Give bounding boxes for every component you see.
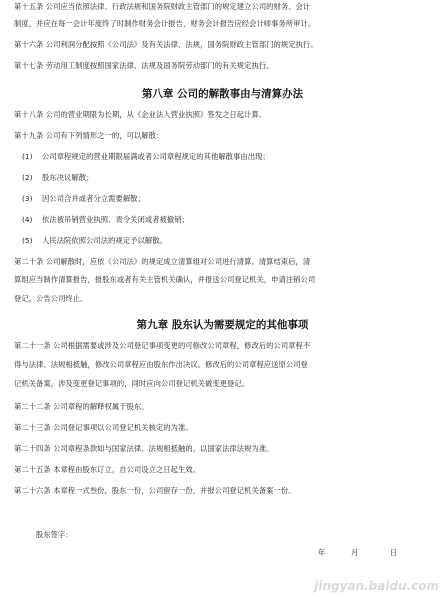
date-day: 日 <box>390 548 398 557</box>
article-23: 第二十三条 公司登记事项以公司登记机关核定的为准。 <box>14 423 193 432</box>
article-22: 第二十二条 公司章程的解释权属于股东。 <box>14 402 149 411</box>
article-26: 第二十六条 本章程一式叁份，股东一份，公司留存一份，并报公司登记机关备案一份。 <box>14 486 296 495</box>
list-item-number: (3) <box>22 194 33 203</box>
list-item-text: 股东决议解散； <box>42 173 94 182</box>
watermark: jingyan.baidu.com <box>314 579 439 593</box>
article-17: 第十七条 劳动用工制度按照国家法律、法规及国务院劳动部门的有关规定执行。 <box>14 61 274 70</box>
article-19: 第十九条 公司有下列情形之一的，可以解散： <box>14 131 164 140</box>
list-item-text: 依法被吊销营业执照、责令关闭或者被撤销； <box>42 215 189 224</box>
article-20-line-3: 登记，公告公司终止。 <box>14 294 88 303</box>
list-item-text: 公司章程规定的营业期限届满或者公司章程规定的其他解散事由出现； <box>42 152 270 161</box>
list-item-text: 因公司合并或者分立需要解散； <box>42 194 145 203</box>
list-item-number: (1) <box>22 152 33 161</box>
date-month: 月 <box>351 548 359 557</box>
list-item-text: 人民法院依照公司法的规定予以解散。 <box>42 236 167 245</box>
list-item-number: (2) <box>22 173 33 182</box>
article-20-line-1: 第二十条 公司解散时，应依《公司法》的规定成立清算组对公司进行清算。清算结束后，清 <box>14 257 311 266</box>
article-21-line-3: 记机关备案，涉及变更登记事项的，同时应向公司登记机关做变更登记。 <box>14 379 250 388</box>
article-16: 第十六条 公司利润分配按照《公司法》及有关法律、法规，国务院财政主管部门的规定执行。 <box>14 40 318 49</box>
list-item <box>22 215 189 225</box>
chapter-9-heading: 第九章 股东认为需要规定的其他事项 <box>136 319 309 331</box>
list-item <box>22 152 270 162</box>
shareholder-signature-label: 股东签字： <box>36 530 73 539</box>
list-item <box>22 173 93 183</box>
date-year: 年 <box>318 548 326 557</box>
article-20-line-2: 算组应当制作清算报告，报股东或者有关主管机关确认，并报送公司登记机关，申请注销公司 <box>14 275 316 284</box>
article-15-line-1: 第十五条 公司应当依照法律、行政法规和国务院财政主管部门的规定建立公司的财务、会计 <box>14 2 311 11</box>
list-item <box>22 194 145 204</box>
article-21-line-1: 第二十一条 公司根据需要或涉及公司登记事项变更的可修改公司章程，修改后的公司章程不 <box>14 341 311 350</box>
article-21-line-2: 得与法律、法规相抵触，修改公司章程应由股东作出决议。修改后的公司章程应送原公司登 <box>14 360 308 369</box>
chapter-8-heading: 第八章 公司的解散事由与清算办法 <box>141 88 304 100</box>
list-item-number: (5) <box>22 236 33 245</box>
article-15-line-2: 制度，并应在每一会计年度终了时制作财务会计报告，财务会计报告应经会计师事务所审计。 <box>14 19 316 28</box>
list-item-number: (4) <box>22 215 33 224</box>
article-25: 第二十五条 本章程由股东订立，自公司设立之日起生效。 <box>14 465 201 474</box>
article-18: 第十八条 公司的营业期限为长期，从《企业法人营业执照》签发之日起计算。 <box>14 110 267 119</box>
article-24: 第二十四条 公司章程条款如与国家法律、法规相抵触的，以国家法律法规为准。 <box>14 444 274 453</box>
list-item <box>22 236 167 246</box>
